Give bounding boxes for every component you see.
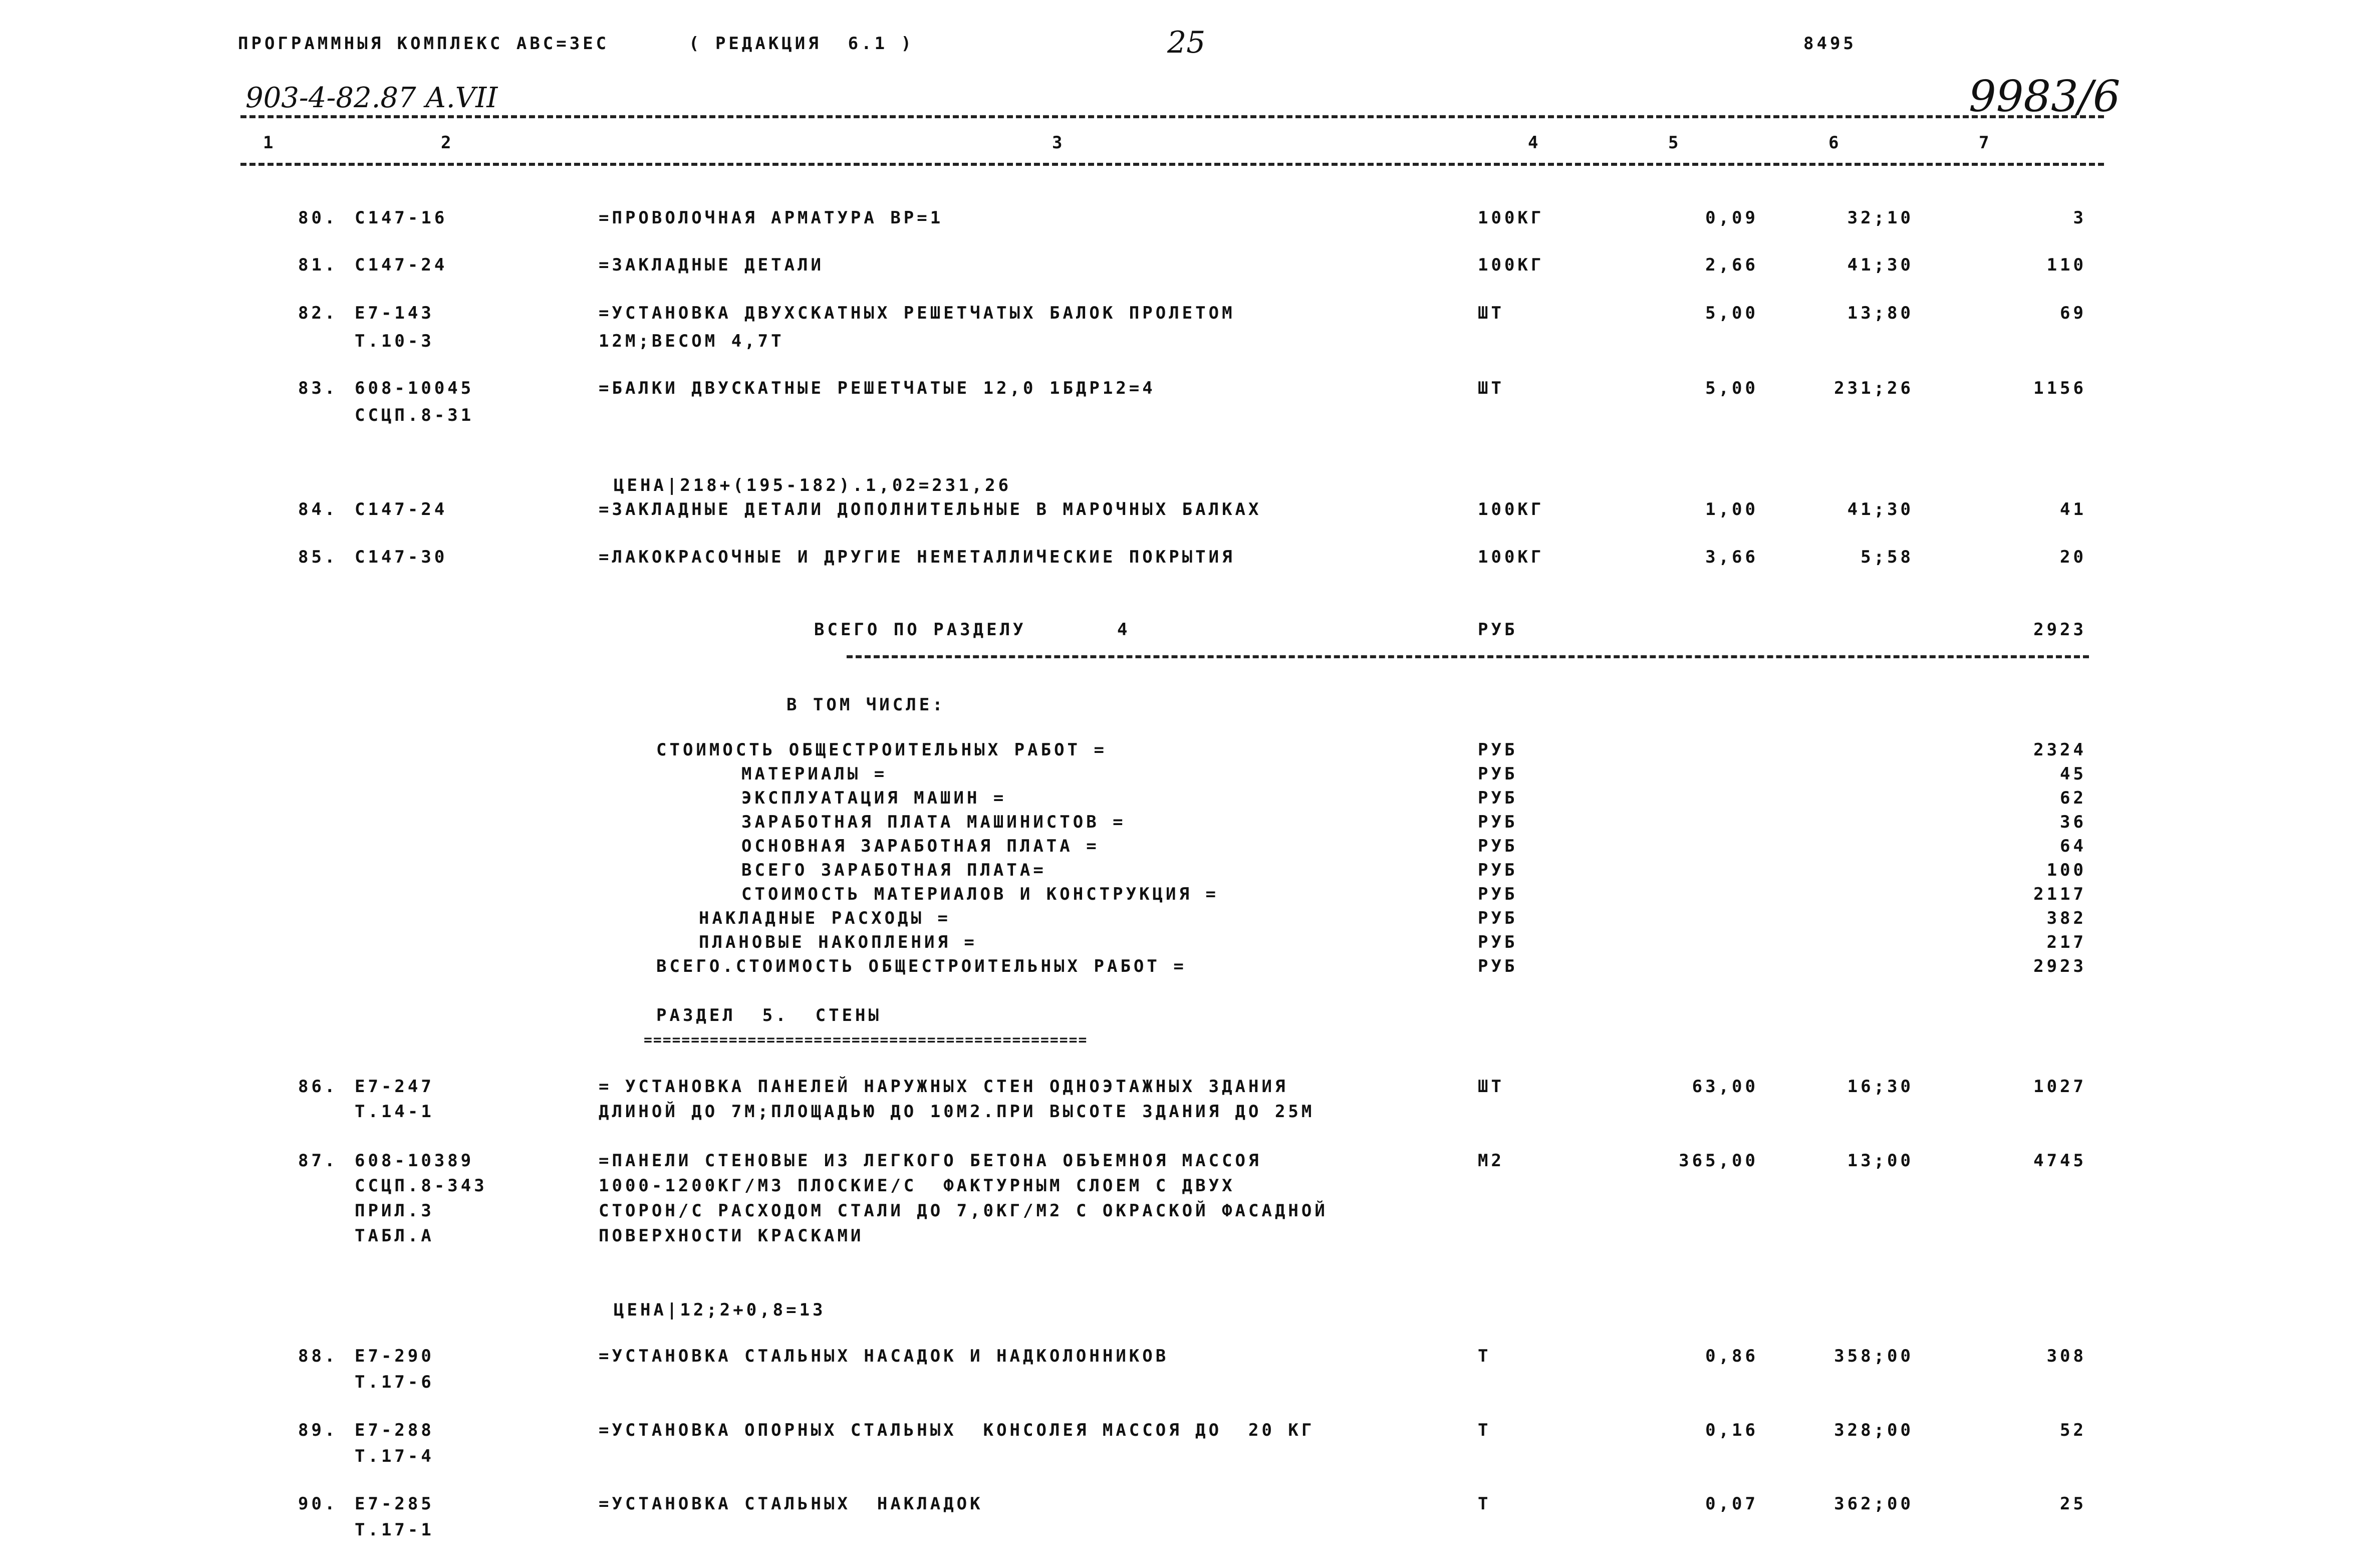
summary-value: 2324 <box>2033 740 2086 760</box>
section-total-label: ВСЕГО ПО РАЗДЕЛУ <box>814 620 1026 640</box>
summary-label: ВСЕГО ЗАРАБОТНАЯ ПЛАТА= <box>741 860 1046 880</box>
section-total-number: 4 <box>1117 620 1131 640</box>
row-code-reference: Т.17-1 <box>355 1520 434 1540</box>
row-total: 308 <box>2046 1346 2086 1366</box>
row-description: =ЗАКЛАДНЫЕ ДЕТАЛИ <box>599 255 824 275</box>
row-description: =ЗАКЛАДНЫЕ ДЕТАЛИ ДОПОЛНИТЕЛЬНЫЕ В МАРОЧНЫХ БАЛКАХ <box>599 499 1262 519</box>
row-unit: Т <box>1478 1494 1491 1514</box>
summary-unit: РУБ <box>1478 740 1518 760</box>
row-description-continued: ПОВЕРХНОСТИ КРАСКАМИ <box>599 1226 864 1246</box>
summary-value: 100 <box>2046 860 2086 880</box>
summary-value: 62 <box>2060 788 2086 808</box>
row-code-reference: Т.17-6 <box>355 1372 434 1392</box>
row-description: =ПАНЕЛИ СТЕНОВЫЕ ИЗ ЛЕГКОГО БЕТОНА ОБЪЕМНОЯ МАССОЯ <box>599 1151 1262 1171</box>
row-description-continued: ДЛИНОЙ ДО 7М;ПЛОЩАДЬЮ ДО 10М2.ПРИ ВЫСОТЕ ЗДАНИЯ ДО 25М <box>599 1102 1315 1122</box>
row-quantity: 0,86 <box>1705 1346 1758 1366</box>
row-description-continued: 1000-1200КГ/М3 ПЛОСКИЕ/С ФАКТУРНЫМ СЛОЕМ С ДВУХ <box>599 1176 1235 1196</box>
column-number: 2 <box>441 133 454 153</box>
row-description: =БАЛКИ ДВУСКАТНЫЕ РЕШЕТЧАТЫЕ 12,0 1БДР12=4 <box>599 378 1156 398</box>
row-price: 32;10 <box>1847 208 1914 228</box>
summary-label: ПЛАНОВЫЕ НАКОПЛЕНИЯ = <box>699 932 977 952</box>
summary-value: 382 <box>2046 908 2086 928</box>
column-number: 1 <box>263 133 277 153</box>
row-description: =УСТАНОВКА СТАЛЬНЫХ НАКЛАДОК <box>599 1494 983 1514</box>
column-number: 7 <box>1979 133 1992 153</box>
row-number: 83. <box>298 378 338 398</box>
row-quantity: 63,00 <box>1692 1077 1758 1097</box>
row-quantity: 365,00 <box>1679 1151 1758 1171</box>
row-number: 86. <box>298 1077 338 1097</box>
price-calculation-note: ЦЕНА|218+(195-182).1,02=231,26 <box>614 475 1012 495</box>
row-description: =УСТАНОВКА СТАЛЬНЫХ НАСАДОК И НАДКОЛОННИКОВ <box>599 1346 1169 1366</box>
edition-label: ( РЕДАКЦИЯ 6.1 ) <box>689 34 914 54</box>
row-number: 82. <box>298 303 338 323</box>
summary-unit: РУБ <box>1478 860 1518 880</box>
row-price: 41;30 <box>1847 255 1914 275</box>
program-title: ПРОГРАММНЫЯ КОМПЛЕКС АВС=ЗЕС <box>238 34 610 54</box>
page-number: 25 <box>1167 25 1206 60</box>
row-quantity: 2,66 <box>1705 255 1758 275</box>
row-code-reference: Т.10-3 <box>355 331 434 351</box>
section-heading-underline: =============================================== <box>644 1031 1088 1048</box>
row-unit: 100КГ <box>1478 208 1544 228</box>
row-quantity: 0,09 <box>1705 208 1758 228</box>
row-quantity: 0,16 <box>1705 1420 1758 1440</box>
summary-value: 2117 <box>2033 884 2086 904</box>
archive-stamp: 9983/6 <box>1969 72 2121 122</box>
row-total: 1156 <box>2033 378 2086 398</box>
row-total: 52 <box>2060 1420 2086 1440</box>
row-quantity: 0,07 <box>1705 1494 1758 1514</box>
summary-value: 2923 <box>2033 956 2086 976</box>
summary-label: ОСНОВНАЯ ЗАРАБОТНАЯ ПЛАТА = <box>741 836 1100 856</box>
row-description: =ПРОВОЛОЧНАЯ АРМАТУРА ВР=1 <box>599 208 944 228</box>
row-number: 81. <box>298 255 338 275</box>
row-total: 110 <box>2046 255 2086 275</box>
row-total: 69 <box>2060 303 2086 323</box>
row-code: С147-16 <box>355 208 448 228</box>
summary-value: 217 <box>2046 932 2086 952</box>
header-rule <box>240 163 2104 166</box>
summary-label: ВСЕГО.СТОИМОСТЬ ОБЩЕСТРОИТЕЛЬНЫХ РАБОТ = <box>656 956 1187 976</box>
summary-unit: РУБ <box>1478 956 1518 976</box>
row-number: 90. <box>298 1494 338 1514</box>
column-number: 5 <box>1668 133 1682 153</box>
row-unit: 100КГ <box>1478 255 1544 275</box>
row-unit: М2 <box>1478 1151 1504 1171</box>
summary-unit: РУБ <box>1478 884 1518 904</box>
row-price: 13;00 <box>1847 1151 1914 1171</box>
including-label: В ТОМ ЧИСЛЕ: <box>786 695 946 715</box>
row-number: 80. <box>298 208 338 228</box>
row-description: = УСТАНОВКА ПАНЕЛЕЙ НАРУЖНЫХ СТЕН ОДНОЭТАЖНЫХ ЗДАНИЯ <box>599 1077 1288 1097</box>
row-code-reference: ССЦП.8-31 <box>355 405 474 425</box>
row-description: =ЛАКОКРАСОЧНЫЕ И ДРУГИЕ НЕМЕТАЛЛИЧЕСКИЕ ПОКРЫТИЯ <box>599 547 1235 567</box>
row-number: 89. <box>298 1420 338 1440</box>
row-price: 362;00 <box>1834 1494 1914 1514</box>
summary-label: МАТЕРИАЛЫ = <box>741 764 888 784</box>
row-code: Е7-247 <box>355 1077 434 1097</box>
row-number: 88. <box>298 1346 338 1366</box>
row-code: Е7-288 <box>355 1420 434 1440</box>
summary-value: 64 <box>2060 836 2086 856</box>
price-calculation-note: ЦЕНА|12;2+0,8=13 <box>614 1300 826 1320</box>
row-code: Е7-290 <box>355 1346 434 1366</box>
row-description: =УСТАНОВКА ДВУХСКАТНЫХ РЕШЕТЧАТЫХ БАЛОК ПРОЛЕТОМ <box>599 303 1235 323</box>
summary-unit: РУБ <box>1478 764 1518 784</box>
row-code: С147-30 <box>355 547 448 567</box>
row-code-appendix: ПРИЛ.3 <box>355 1201 434 1221</box>
column-number: 6 <box>1828 133 1842 153</box>
row-description: =УСТАНОВКА ОПОРНЫХ СТАЛЬНЫХ КОНСОЛЕЯ МАССОЯ ДО 20 КГ <box>599 1420 1315 1440</box>
row-unit: 100КГ <box>1478 547 1544 567</box>
document-reference: 903-4-82.87 А.VII <box>245 82 498 114</box>
row-quantity: 3,66 <box>1705 547 1758 567</box>
summary-value: 45 <box>2060 764 2086 784</box>
row-number: 84. <box>298 499 338 519</box>
row-code-table: ТАБЛ.А <box>355 1226 434 1246</box>
row-quantity: 5,00 <box>1705 303 1758 323</box>
row-total: 3 <box>2073 208 2086 228</box>
row-quantity: 5,00 <box>1705 378 1758 398</box>
row-price: 231;26 <box>1834 378 1914 398</box>
row-description-continued: 12М;ВЕСОМ 4,7Т <box>599 331 784 351</box>
summary-unit: РУБ <box>1478 788 1518 808</box>
summary-label: ЭКСПЛУАТАЦИЯ МАШИН = <box>741 788 1007 808</box>
row-code: 608-10389 <box>355 1151 474 1171</box>
section-total-value: 2923 <box>2033 620 2086 640</box>
row-description-continued: СТОРОН/С РАСХОДОМ СТАЛИ ДО 7,0КГ/М2 С ОКРАСКОЙ ФАСАДНОЙ <box>599 1201 1328 1221</box>
summary-unit: РУБ <box>1478 812 1518 832</box>
row-price: 5;58 <box>1861 547 1914 567</box>
row-code: С147-24 <box>355 499 448 519</box>
section-heading: РАЗДЕЛ 5. СТЕНЫ <box>656 1005 882 1025</box>
row-unit: Т <box>1478 1346 1491 1366</box>
row-code-reference: Т.14-1 <box>355 1102 434 1122</box>
row-price: 13;80 <box>1847 303 1914 323</box>
column-number: 4 <box>1528 133 1541 153</box>
row-unit: Т <box>1478 1420 1491 1440</box>
section-total-unit: РУБ <box>1478 620 1518 640</box>
summary-label: СТОИМОСТЬ МАТЕРИАЛОВ И КОНСТРУКЦИЯ = <box>741 884 1219 904</box>
summary-unit: РУБ <box>1478 932 1518 952</box>
row-price: 41;30 <box>1847 499 1914 519</box>
row-number: 85. <box>298 547 338 567</box>
row-unit: ШТ <box>1478 1077 1504 1097</box>
document-code: 8495 <box>1803 34 1857 54</box>
summary-value: 36 <box>2060 812 2086 832</box>
row-total: 41 <box>2060 499 2086 519</box>
top-rule <box>240 115 2104 118</box>
row-number: 87. <box>298 1151 338 1171</box>
row-total: 20 <box>2060 547 2086 567</box>
row-code: С147-24 <box>355 255 448 275</box>
row-unit: ШТ <box>1478 303 1504 323</box>
row-unit: ШТ <box>1478 378 1504 398</box>
row-price: 16;30 <box>1847 1077 1914 1097</box>
row-total: 4745 <box>2033 1151 2086 1171</box>
summary-label: ЗАРАБОТНАЯ ПЛАТА МАШИНИСТОВ = <box>741 812 1126 832</box>
row-code-reference: Т.17-4 <box>355 1446 434 1466</box>
row-code: Е7-143 <box>355 303 434 323</box>
row-code: 608-10045 <box>355 378 474 398</box>
row-total: 1027 <box>2033 1077 2086 1097</box>
row-code-reference: ССЦП.8-343 <box>355 1176 487 1196</box>
summary-label: СТОИМОСТЬ ОБЩЕСТРОИТЕЛЬНЫХ РАБОТ = <box>656 740 1107 760</box>
row-unit: 100КГ <box>1478 499 1544 519</box>
summary-label: НАКЛАДНЫЕ РАСХОДЫ = <box>699 908 951 928</box>
row-quantity: 1,00 <box>1705 499 1758 519</box>
row-total: 25 <box>2060 1494 2086 1514</box>
section-total-rule <box>847 655 2089 658</box>
summary-unit: РУБ <box>1478 836 1518 856</box>
column-number: 3 <box>1052 133 1066 153</box>
summary-unit: РУБ <box>1478 908 1518 928</box>
row-price: 358;00 <box>1834 1346 1914 1366</box>
row-price: 328;00 <box>1834 1420 1914 1440</box>
row-code: Е7-285 <box>355 1494 434 1514</box>
